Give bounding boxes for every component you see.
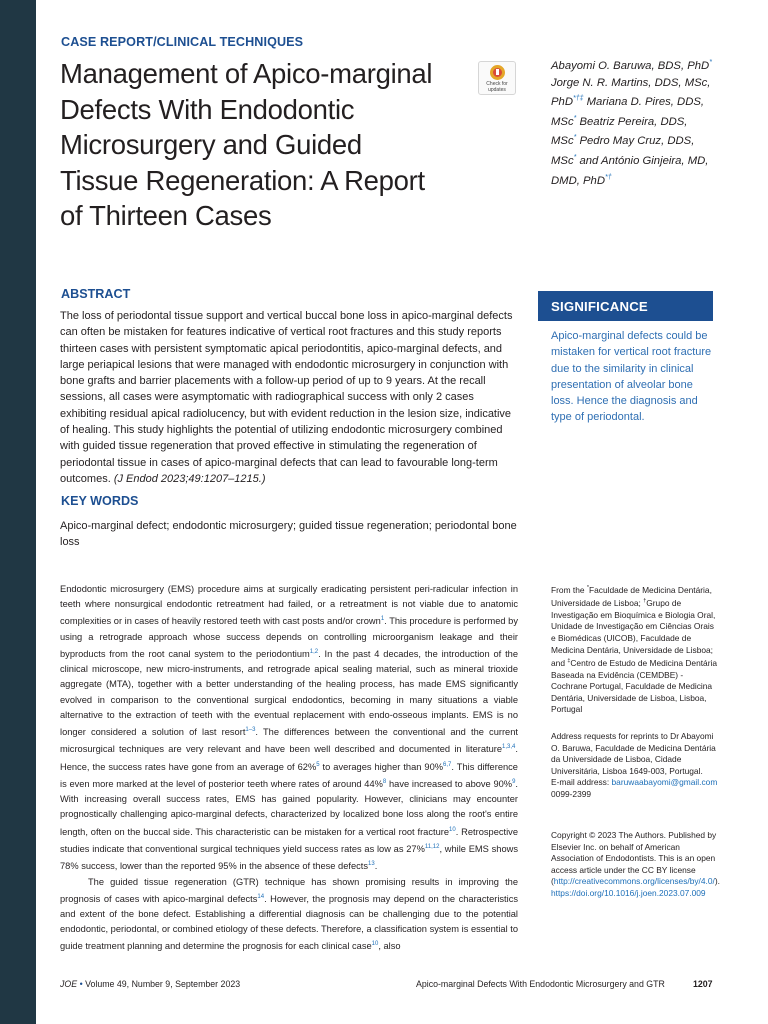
running-title: Apico-marginal Defects With Endodontic Microsurgery and GTR [416, 979, 665, 989]
significance-text: Apico-marginal defects could be mistaken for vertical root fracture due to the similarity in clinical presentation of alveolar bone loss. Hence the diagnosis and type of periodontal. [551, 330, 712, 424]
body-text-run: . [374, 861, 378, 872]
reference-superscript[interactable]: 5 [316, 761, 320, 768]
body-text-run: . This procedure is performed by using a retrograde approach whose success depends on controlling microorganism leakage and their byproducts from the root canal system to the periodontium [60, 616, 518, 659]
section-label: CASE REPORT/CLINICAL TECHNIQUES [61, 35, 304, 49]
body-text-run: . This difference is even more marked at the level of posterior teeth where rates of around 44% [60, 761, 518, 789]
title-line: Management of Apico-marginal [60, 58, 433, 89]
body-text-run: . Hence, the success rates have gone from an average of 62% [60, 744, 518, 772]
body-text-run: Endodontic microsurgery (EMS) procedure aims at surgically eradicating persistent peri-radicular infection in teeth where nonsurgical endodontic retreatment had failed, or a retreatment is not viable due to anatomic complexities or in cases of heavily restored teeth with cast posts and/or crown [60, 584, 518, 627]
abstract-heading: ABSTRACT [61, 287, 131, 301]
reference-superscript[interactable]: 14 [257, 893, 265, 900]
author-line: MSc* and António Ginjeira, MD, [551, 154, 709, 167]
author-line: DMD, PhD*† [551, 173, 612, 187]
reference-superscript[interactable]: 10 [371, 941, 379, 948]
body-paragraph [60, 582, 518, 875]
reference-superscript[interactable]: 11,12 [424, 843, 440, 850]
reprint-requests: Address requests for reprints to Dr Abayomi O. Baruwa, Faculdade de Medicina Dentária da Universidade de Lisboa, Cidade Universitária, Lisboa 1649-003, Portugal. E-mail address: baruwaabayomi@gmail.com 0099-2399 [551, 731, 718, 799]
body-text-run: . However, the prognosis may depend on the characteristics and extent of the bone defect. Establishing a differential diagnosis can be challenging due to the potential endodontic, periodontal, or combined etiology of these defects. Therefore, a classification system is essential to guide treatment planning and determine the prognosis for each clinical case [60, 893, 519, 952]
license-link[interactable]: http://creativecommons.org/licenses/by/4.0/ [553, 876, 715, 887]
copyright-notice: Copyright © 2023 The Authors. Published by Elsevier Inc. on behalf of American Association of Endodontists. This is an open access article under the CC BY license (http://creativecommons.org/licenses/by/4.0/). https://doi.org/10.1016/j.joen.2023.07.009 [551, 830, 720, 898]
body-text-run: , also [378, 941, 401, 952]
author-line: MSc* Beatriz Pereira, DDS, [551, 114, 688, 128]
citation: (J Endod 2023;49:1207–1215.) [113, 472, 266, 485]
body-paragraph [60, 875, 518, 955]
body-text-run: . With increasing overall success rates, EMS has gained popularity. However, clinicians may encounter prognostically challenging apico-marginal defects, characterized by localized bone loss along the root's entire length, often on the buccal side. This characteristic can be mistaken for a vertical root fracture [60, 779, 518, 837]
title-line: Tissue Regeneration: A Report [60, 164, 425, 196]
doi-link[interactable]: https://doi.org/10.1016/j.joen.2023.07.009 [551, 887, 706, 898]
keywords-heading: KEY WORDS [61, 494, 139, 508]
body-text-run: . Retrospective studies indicate that conventional surgical techniques yield success rates as low as 27% [60, 826, 518, 854]
author-list [551, 55, 721, 189]
abstract-text: The loss of periodontal tissue support and vertical buccal bone loss in apico-marginal defects can often be mistaken for features indicative of vertical root fractures and this study reports thirteen cases with persistent symptomatic apical periodontitis, apico-marginal defects, and large periapical lesions that were managed with endodontic microsurgery in conjunction with bone grafts and barrier placements with a follow-up period of up to 9 years. At the recall sessions, all cases were asymptomatic with radiographical success with only 2 cases exhibiting residual apical radiolucency, but with evident reduction in the lesion size, indicative of healing. This study highlights the potential of utilizing endodontic microsurgery combined with guided tissue regeneration that proved effective in stimulating the regeneration of periodontal tissue in cases of apico-marginal defects that can lead to favourable long-term outcomes. (J Endod 2023;49:1207–1215.) [60, 310, 513, 485]
body-text-run: to averages higher than 90% [319, 761, 444, 772]
email-link[interactable]: baruwaabayomi@gmail.com [611, 777, 718, 788]
reference-superscript[interactable]: 6,7 [443, 761, 452, 768]
check-for-updates-label: Check for updates [486, 81, 508, 93]
title-line: Microsurgery and Guided [60, 129, 362, 160]
journal-spine-bar [0, 0, 36, 1024]
body-text-run: . In the past 4 decades, the introduction of the clinical microscope, new micro-instruments, and retrograde apical sealing material, such as mineral trioxide aggregate (MTA), together with a better understanding of the healing process, has made EMS significantly evolved in comparison to the conventional surgical endodontics, becoming in many situations a viable alternative to the extraction of teeth with the eventual replacement with endo-osseous implants. EMS is no longer considered a solution of last resort [60, 649, 518, 738]
affiliations: From the *Faculdade de Medicina Dentária, Universidade de Lisboa; †Grupo de Investigação em Bioquímica e Biologia Oral, Unidade de Investigação em Ciências Orais e Biomédicas (UICOB), Faculdade de Medicina Dentária, Universidade de Lisboa; and ‡Centro de Estudo de Medicina Dentária Baseada na Evidência (CEMDBE) - Cochrane Portugal, Faculdade de Medicina Dentária, Universidade de Lisboa, Lisboa, Portugal [551, 584, 718, 715]
reprint-address: Address requests for reprints to Dr Abayomi O. Baruwa, Faculdade de Medicina Dentária da Universidade de Lisboa, Cidade Universitária, Lisboa 1649-003, Portugal. [551, 731, 716, 776]
reference-superscript[interactable]: 9 [512, 778, 516, 785]
reference-superscript[interactable]: 10 [449, 826, 456, 833]
reference-superscript[interactable]: 1 [380, 616, 385, 623]
author-line: PhD*†‡ Mariana D. Pires, DDS, [551, 95, 705, 109]
body-text-run: . The differences between the conventional and the current microsurgical techniques are very relevant and have been well described and documented in literature [60, 727, 518, 755]
reference-superscript[interactable]: 1,3,4 [502, 744, 516, 751]
reference-superscript[interactable]: 13 [368, 861, 375, 868]
footer-journal-info: JOE • Volume 49, Number 9, September 2023 [60, 979, 241, 989]
article-title [60, 56, 470, 234]
title-line: of Thirteen Cases [60, 200, 272, 231]
reference-superscript[interactable]: 1–3 [245, 727, 256, 734]
reference-superscript[interactable]: 1,2 [309, 648, 319, 655]
reference-superscript[interactable]: 8 [382, 778, 387, 785]
body-text-run: The guided tissue regeneration (GTR) technique has shown promising results in improving the prognosis of cases with apico-marginal defects [60, 876, 518, 904]
page-number: 1207 [693, 979, 713, 989]
author-line: Jorge N. R. Martins, DDS, MSc, [551, 76, 711, 89]
author-line: Abayomi O. Baruwa, BDS, PhD* [551, 59, 712, 72]
keywords-text: Apico-marginal defect; endodontic microsurgery; guided tissue regeneration; periodontal bone loss [60, 520, 517, 549]
author-line: MSc* Pedro May Cruz, DDS, [551, 134, 695, 148]
body-text-run: have increased to above 90% [386, 779, 513, 789]
significance-heading: SIGNIFICANCE [538, 291, 713, 321]
issn: 0099-2399 [551, 788, 592, 799]
body-text [60, 582, 518, 955]
title-line: Defects With Endodontic [60, 93, 355, 125]
bookmark-icon [490, 65, 505, 80]
check-for-updates-button[interactable] [478, 61, 516, 95]
body-text-run: , while EMS shows 78% success, lower than the reported 95% in the absence of these defects [60, 844, 518, 872]
